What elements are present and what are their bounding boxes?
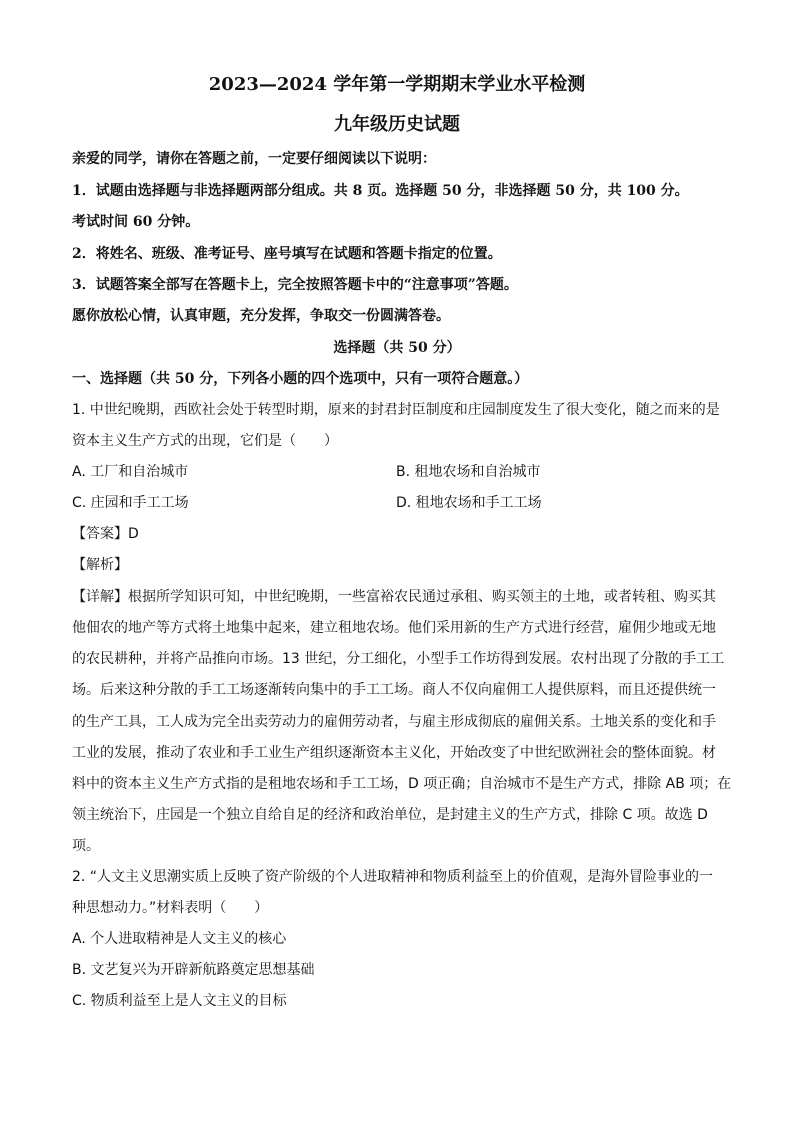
detail-text-8: 领主统治下，庄园是一个独立自给自足的经济和政治单位，是封建主义的生产方式，排除 C 项。故选 D — [72, 807, 708, 823]
question-1-analysis-tag: 【解析】 — [72, 557, 128, 573]
instruction-item-1: 1．试题由选择题与非选择题两部分组成。共 8 页。选择题 50 分，非选择题 50 分，共 100 分。 — [72, 183, 689, 199]
question-2-stem-cont: 种思想动力。”材料表明（ ） — [72, 900, 269, 916]
exam-title: 2023—2024 学年第一学期期末学业水平检测 — [208, 74, 586, 95]
section-heading: 选择题（共 50 分） — [333, 340, 461, 356]
detail-text-4: 场。后来这种分散的手工工场逐渐转向集中的手工工场。商人不仅向雇佣工人提供原料，而且还提供统一 — [72, 682, 716, 698]
question-1-option-a: A. 工厂和自治城市 — [72, 464, 189, 480]
detail-text-9: 项。 — [72, 838, 100, 854]
instructions-greeting: 亲爱的同学，请你在答题之前，一定要仔细阅读以下说明： — [72, 151, 436, 167]
question-1-option-c: C. 庄园和手工工场 — [72, 495, 189, 511]
question-2-stem: 2. “人文主义思潮实质上反映了资产阶级的个人进取精神和物质利益至上的价值观，是海外冒险事业的一 — [72, 869, 714, 885]
instruction-item-1-cont: 考试时间 60 分钟。 — [72, 214, 200, 230]
detail-text-6: 工业的发展，推动了农业和手工业生产组织逐渐资本主义化，开始改变了中世纪欧洲社会的整体面貌。材 — [72, 745, 716, 761]
question-2-option-a: A. 个人进取精神是人文主义的核心 — [72, 931, 287, 947]
question-1-option-d: D. 租地农场和手工工场 — [396, 495, 542, 511]
answer-tag: 【答案】 — [72, 526, 128, 542]
detail-tag: 【详解】 — [72, 589, 128, 605]
detail-text-7: 料中的资本主义生产方式指的是租地农场和手工工场，D 项正确；自治城市不是生产方式，排除 AB 项；在 — [72, 776, 732, 792]
detail-text-5: 的生产工具，工人成为完全出卖劳动力的雇佣劳动者，与雇主形成彻底的雇佣关系。土地关系的变化和手 — [72, 714, 716, 730]
answer-value: D — [128, 526, 139, 542]
instruction-item-3: 3．试题答案全部写在答题卡上，完全按照答题卡中的“注意事项”答题。 — [72, 277, 518, 293]
instructions-wish: 愿你放松心情，认真审题，充分发挥，争取交一份圆满答卷。 — [72, 308, 450, 324]
question-2-option-c: C. 物质利益至上是人文主义的目标 — [72, 993, 287, 1009]
detail-text-3: 的农民耕种，并将产品推向市场。13 世纪，分工细化，小型手工作坊得到发展。农村出现了分散的手工工 — [72, 651, 725, 667]
question-1-answer — [72, 524, 139, 544]
question-1-detail — [72, 587, 716, 607]
instruction-item-2: 2．将姓名、班级、准考证号、座号填写在试题和答题卡指定的位置。 — [72, 246, 502, 262]
question-1-option-b: B. 租地农场和自治城市 — [396, 464, 541, 480]
detail-text-1: 根据所学知识可知，中世纪晚期，一些富裕农民通过承租、购买领主的土地，或者转租、购买其 — [128, 589, 716, 605]
question-1-stem: 1. 中世纪晚期，西欧社会处于转型时期，原来的封君封臣制度和庄园制度发生了很大变化，随之而来的是 — [72, 402, 720, 418]
exam-subtitle: 九年级历史试题 — [334, 114, 460, 135]
question-2-option-b: B. 文艺复兴为开辟新航路奠定思想基础 — [72, 962, 315, 978]
part-title: 一、选择题（共 50 分，下列各小题的四个选项中，只有一项符合题意。） — [72, 371, 529, 387]
question-1-stem-cont: 资本主义生产方式的出现，它们是（ ） — [72, 433, 338, 449]
detail-text-2: 他佃农的地产等方式将土地集中起来，建立租地农场。他们采用新的生产方式进行经营，雇佣少地或无地 — [72, 620, 716, 636]
